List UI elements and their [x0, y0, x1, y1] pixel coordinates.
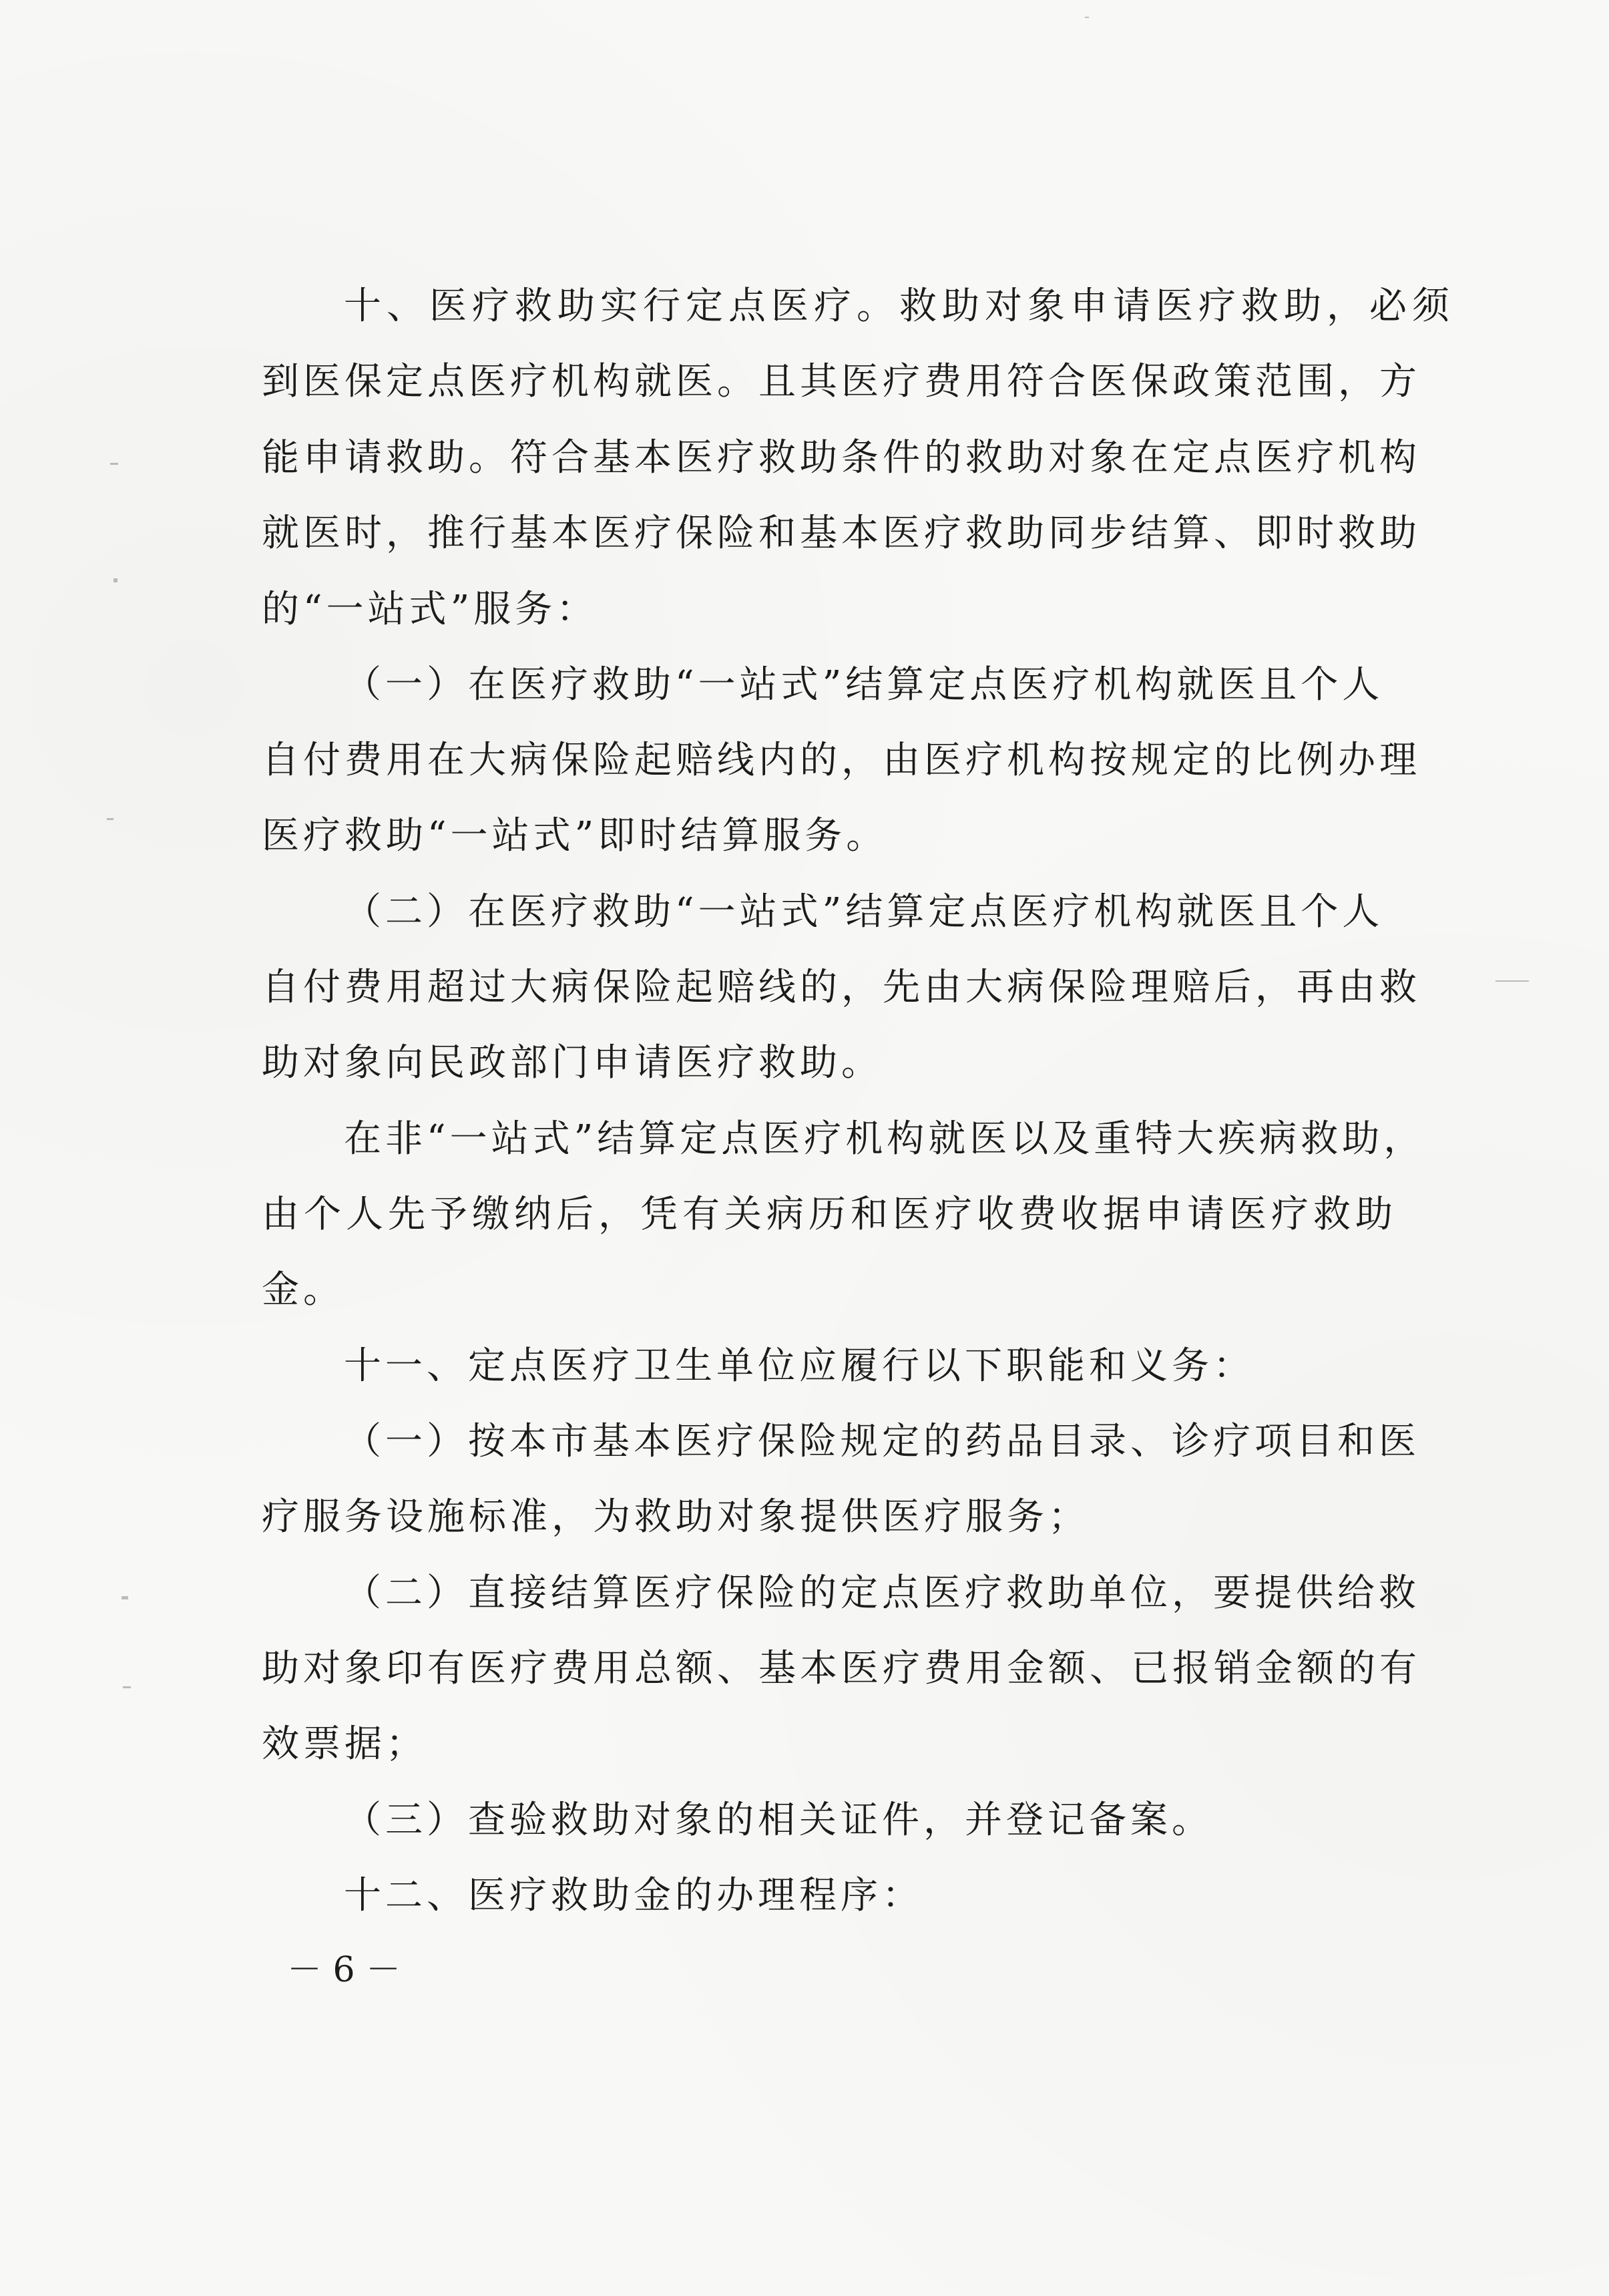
- scan-speck: [113, 578, 118, 582]
- text-line: 自付费用超过大病保险起赔线的，先由大病保险理赔后，再由救: [262, 966, 1421, 1009]
- text-line: 医疗救助“一站式”即时结算服务。: [262, 814, 888, 857]
- text-line: 十二、医疗救助金的办理程序：: [344, 1874, 923, 1917]
- text-line: 十一、定点医疗卫生单位应履行以下职能和义务：: [344, 1344, 1254, 1388]
- scan-speck: [110, 463, 118, 465]
- text-line: （一）按本市基本医疗保险规定的药品目录、诊疗项目和医: [344, 1420, 1420, 1463]
- scan-speck: [123, 1686, 131, 1688]
- scan-speck: [1085, 17, 1089, 18]
- scan-speck: [107, 818, 113, 820]
- text-line: （二）直接结算医疗保险的定点医疗救助单位，要提供给救: [344, 1571, 1420, 1615]
- text-line: 十、医疗救助实行定点医疗。救助对象申请医疗救助，必须: [344, 284, 1455, 328]
- text-line: 到医保定点医疗机构就医。且其医疗费用符合医保政策范围，方: [262, 360, 1421, 403]
- text-line: 效票据；: [262, 1722, 427, 1766]
- text-line: 的“一站式”服务：: [262, 588, 598, 631]
- scan-speck: [1496, 980, 1529, 982]
- text-line: 就医时，推行基本医疗保险和基本医疗救助同步结算、即时救助: [262, 512, 1421, 555]
- page-number: － 6 －: [287, 1950, 401, 1990]
- scan-speck: [122, 1596, 128, 1599]
- text-line: （一）在医疗救助“一站式”结算定点医疗机构就医且个人: [344, 663, 1384, 707]
- text-line: 能申请救助。符合基本医疗救助条件的救助对象在定点医疗机构: [262, 436, 1421, 480]
- text-line: （三）查验救助对象的相关证件，并登记备案。: [344, 1798, 1213, 1842]
- text-line: （二）在医疗救助“一站式”结算定点医疗机构就医且个人: [344, 890, 1384, 934]
- text-line: 自付费用在大病保险起赔线内的，由医疗机构按规定的比例办理: [262, 739, 1421, 782]
- text-line: 助对象向民政部门申请医疗救助。: [262, 1041, 883, 1085]
- text-line: 金。: [262, 1268, 344, 1312]
- text-line: 助对象印有医疗费用总额、基本医疗费用金额、已报销金额的有: [262, 1647, 1421, 1690]
- text-line: 由个人先予缴纳后，凭有关病历和医疗收费收据申请医疗救助: [262, 1193, 1397, 1236]
- text-line: 在非“一站式”结算定点医疗机构就医以及重特大疾病救助，: [344, 1117, 1425, 1161]
- text-line: 疗服务设施标准，为救助对象提供医疗服务；: [262, 1495, 1090, 1539]
